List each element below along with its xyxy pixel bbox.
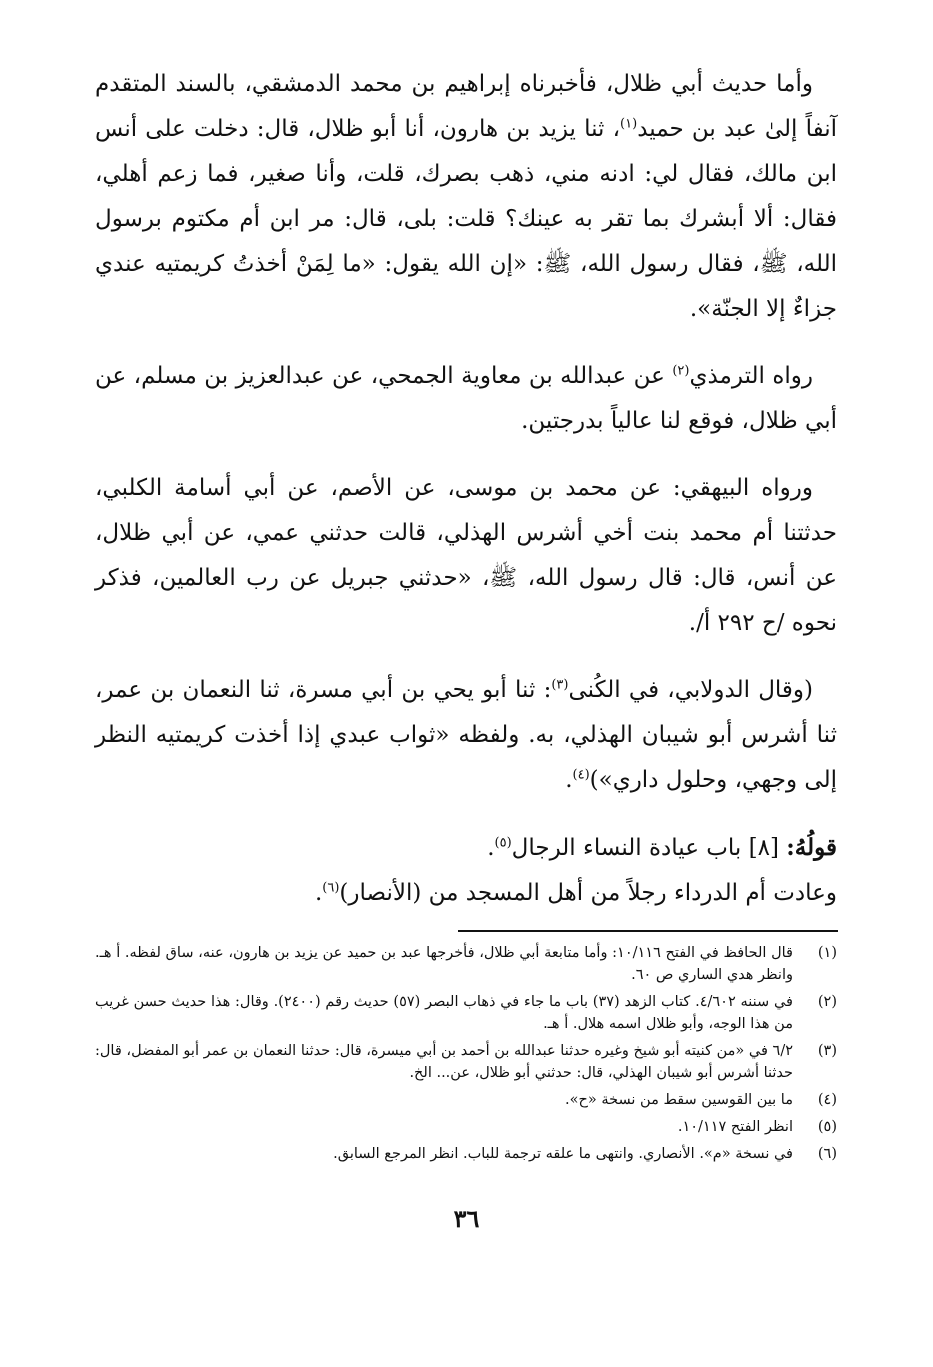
chapter-heading: [95, 825, 837, 916]
footnote-text: قال الحافظ في الفتح ١٠/١١٦: وأما متابعة أبي ظلال، فأخرجها عبد بن حميد عن يزيد بن هارون، عنه، ساق لفظه. أ هـ. وانظر هدي الساري ص ٦٠.: [95, 945, 793, 983]
footnote-divider: [458, 930, 838, 932]
chapter-title-line: قولُهُ: [٨] باب عيادة النساء الرجال$^{(٥)}$.: [487, 834, 837, 861]
footnote-number: (١): [817, 945, 837, 961]
footnote-ref-5[interactable]: (٥): [494, 835, 512, 851]
footnote-text: ما بين القوسين سقط من نسخة «ح».: [565, 1092, 793, 1108]
footnote-4: [95, 1089, 837, 1111]
footnotes: [95, 942, 837, 1170]
footnote-3: [95, 1040, 837, 1084]
footnote-ref-6[interactable]: (٦): [322, 880, 340, 896]
paragraph-3: ورواه البيهقي: عن محمد بن موسى، عن الأصم، عن أبي أسامة الكلبي، حدثتنا أم محمد بنت أخي أشرس الهذلي، قالت حدثني عمي، عن أبي ظلال، عن أنس، قال: قال رسول الله، ﷺ، «حدثني جبريل عن رب العالمين، فذكر نحوه /ح ٢٩٢ أ/.: [95, 475, 837, 636]
paragraph-2: رواه الترمذي$^{(٢)}$ عن عبدالله بن معاوية الجمحي، عن عبدالعزيز بن مسلم، عن أبي ظلال، فوقع لنا عالياً بدرجتين.: [95, 363, 837, 434]
footnote-5: [95, 1116, 837, 1138]
footnote-text: انظر الفتح ١٠/١١٧.: [677, 1119, 793, 1135]
footnote-text: ٦/٢ في «من كنيته أبو شيخ وغيره حدثنا عبدالله بن أحمد بن أبي ميسرة، قال: حدثنا النعمان بن عمر أبو المفضل، قال: حدثنا أشرس أبو شيبان الهذلي، قال: حدثني أبو ظلال، عن... الخ.: [95, 1043, 793, 1081]
footnote-ref-4[interactable]: (٤): [572, 767, 590, 783]
paragraph-1: وأما حديث أبي ظلال، فأخبرناه إبراهيم بن محمد الدمشقي، بالسند المتقدم آنفاً إلىٰ عبد بن حميد$^{(١)}$، ثنا يزيد بن هارون، أنا أبو ظلال، قال: دخلت على أنس ابن مالك، فقال لي: ادنه مني، ذهب بصرك، قلت، وأنا صغير، فما زعم أهلي، فقال: ألا أبشرك بما تقر به عينك؟ قلت: بلى، قال: مر ابن أم مكتوم برسول الله، ﷺ، فقال رسول الله، ﷺ: «إن الله يقول: «ما لِمَنْ أخذتُ كريمتيه عندي جزاءٌ إلا الجنّة».: [95, 71, 838, 322]
footnote-text: في سننه ٤/٦٠٢. كتاب الزهد (٣٧) باب ما جاء في ذهاب البصر (٥٧) حديث رقم (٢٤٠٠). وقال: هذا حديث حسن غريب من هذا الوجه، وأبو ظلال اسمه هلال. أ هـ.: [95, 994, 793, 1032]
footnote-text: في نسخة «م». الأنصاري. وانتهى ما علقه ترجمة للباب. انظر المرجع السابق.: [333, 1146, 793, 1162]
main-text: [95, 62, 837, 916]
chapter-subtitle-line: وعادت أم الدرداء رجلاً من أهل المسجد من (الأنصار)$^{(٦)}$.: [314, 880, 837, 906]
footnote-number: (٦): [817, 1146, 837, 1162]
qawluhu-label: قولُهُ:: [786, 834, 837, 861]
footnote-number: (٢): [817, 994, 837, 1010]
footnote-2: [95, 991, 837, 1035]
footnote-1: [95, 942, 837, 986]
footnote-number: (٤): [817, 1092, 837, 1108]
footnote-number: (٥): [817, 1119, 837, 1135]
footnote-ref-1[interactable]: (١): [620, 116, 638, 132]
paragraph-4: (وقال الدولابي، في الكُنى$^{(٣)}$: ثنا أبو يحي بن أبي مسرة، ثنا النعمان بن عمر، ثنا أشرس أبو شيبان الهذلي، به. ولفظه «ثواب عبدي إذا أخذت كريمتيه النظر إلى وجهي، وحلول داري»)$^{(٤)}$.: [95, 677, 837, 793]
footnote-ref-2[interactable]: (٢): [672, 363, 690, 379]
footnote-6: [95, 1143, 837, 1165]
footnote-number: (٣): [817, 1043, 837, 1059]
page-number: ٣٦: [453, 1204, 480, 1233]
footnote-ref-3[interactable]: (٣): [551, 677, 569, 693]
